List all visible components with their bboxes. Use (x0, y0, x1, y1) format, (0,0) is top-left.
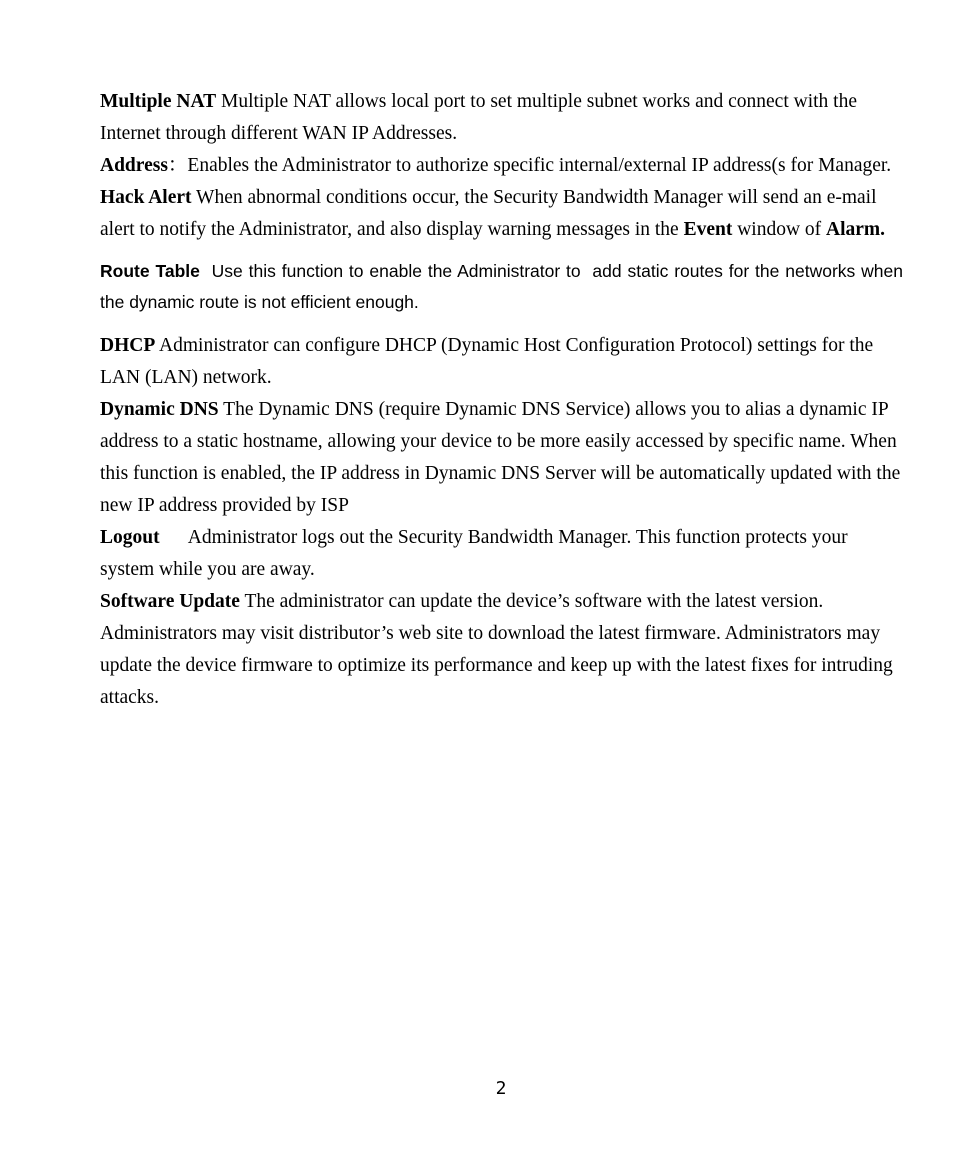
paragraph-dynamic-dns (100, 394, 903, 522)
paragraph-multiple-nat (100, 86, 903, 150)
term-logout: Logout (100, 527, 160, 548)
paragraph-address (100, 150, 903, 182)
description-dhcp: Administrator can configure DHCP (Dynamic Host Configuration Protocol) settings for the LAN (LAN) network. (100, 335, 874, 388)
paragraph-logout (100, 522, 903, 586)
description-logout: Administrator logs out the Security Bandwidth Manager. This function protects your system while you are away. (100, 527, 853, 580)
term-alarm: Alarm. (826, 219, 886, 240)
paragraph-dhcp (100, 330, 903, 394)
term-software-update: Software Update (100, 591, 240, 612)
paragraph-hack-alert (100, 182, 903, 246)
term-dhcp: DHCP (100, 335, 156, 356)
description-address: ：Enables the Administrator to authorize specific internal/external IP address(s for Manager. (167, 155, 892, 176)
term-address: Address (100, 155, 168, 176)
description-hack-alert-window: window of (732, 219, 827, 240)
term-hack-alert: Hack Alert (100, 187, 192, 208)
description-multiple-nat: Multiple NAT allows local port to set multiple subnet works and connect with the Internet through different WAN IP Addresses. (100, 91, 857, 144)
paragraph-software-update (100, 586, 903, 714)
term-multiple-nat: Multiple NAT (100, 91, 217, 112)
page-number: 2 (495, 1078, 507, 1099)
description-hack-alert: When abnormal conditions occur, the Security Bandwidth Manager will send an e-mail alert to notify the Administrator, and also display warning messages in the (100, 187, 877, 240)
term-route-table: Route Table (100, 261, 200, 281)
description-software-update: The administrator can update the device’s software with the latest version. Administrators may visit distributor’s web site to download the latest firmware. Administrators may update the device firmware to optimize its performance and keep up with the latest fixes for intruding attacks. (100, 591, 893, 708)
term-event: Event (683, 219, 733, 240)
document-body (100, 86, 908, 714)
description-route-table: Use this function to enable the Administrator to add static routes for the networks when the dynamic route is not efficient enough. (100, 261, 908, 312)
description-dynamic-dns: The Dynamic DNS (require Dynamic DNS Service) allows you to alias a dynamic IP address to a static hostname, allowing your device to be more easily accessed by specific name. When this function is enabled, the IP address in Dynamic DNS Server will be automatically updated with the new IP address provided by ISP (100, 399, 901, 516)
term-dynamic-dns: Dynamic DNS (100, 399, 219, 420)
paragraph-route-table (100, 256, 908, 318)
